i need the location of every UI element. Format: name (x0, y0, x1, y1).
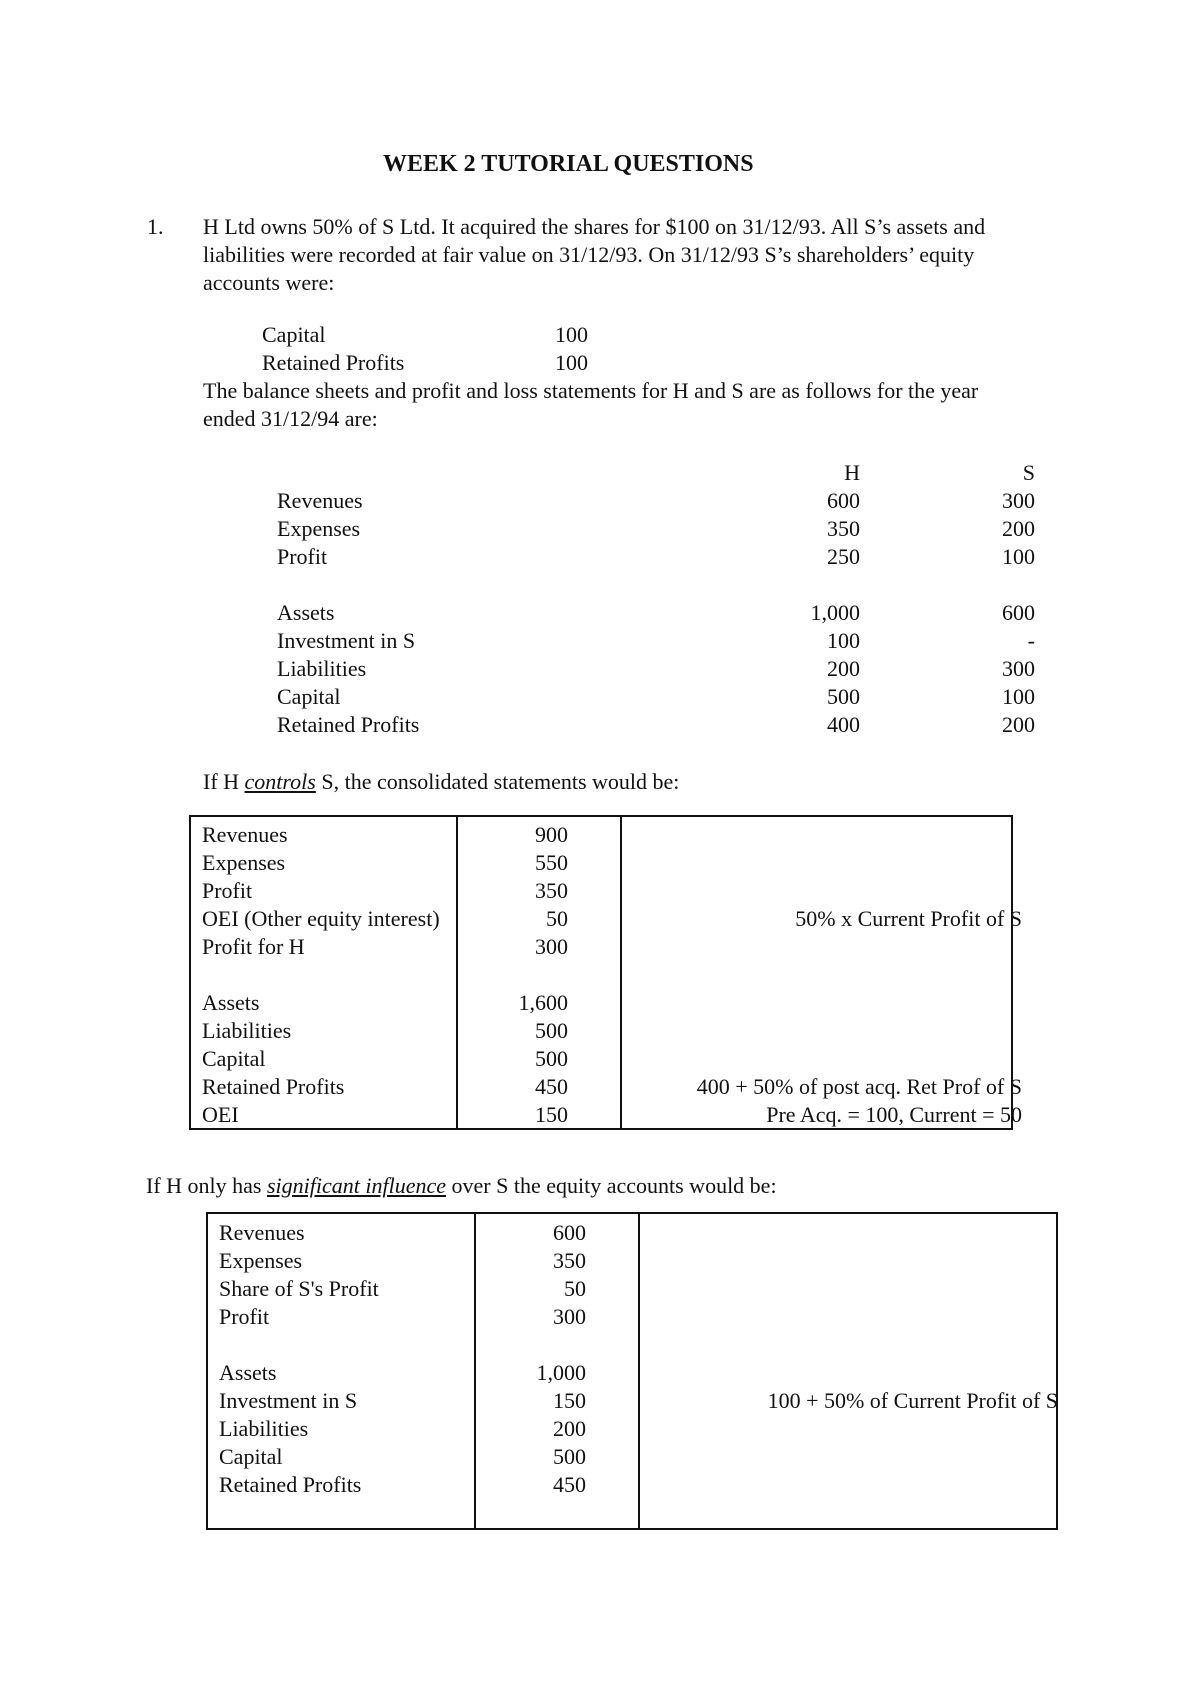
intro-text: If H (203, 769, 245, 794)
equity-label: Capital (262, 322, 326, 347)
consolidated-row-label: Profit (202, 878, 253, 903)
consolidated-row-value: 450 (535, 1074, 568, 1099)
consolidated-row-value: 300 (535, 934, 568, 959)
equity-row-value: 600 (553, 1220, 586, 1245)
question-text-line: liabilities were recorded at fair value on 31/12/93. On 31/12/93 S’s shareholders’ equity (203, 242, 975, 267)
consolidated-row-label: Assets (202, 990, 260, 1015)
consolidated-row-label: OEI (202, 1102, 239, 1127)
equity-row-label: Liabilities (219, 1416, 309, 1441)
statement-value-s: 300 (1002, 488, 1035, 513)
consolidated-row-value: 550 (535, 850, 568, 875)
statement-row-label: Liabilities (277, 656, 367, 681)
consolidated-row-value: 500 (535, 1018, 568, 1043)
equity-row-label: Profit (219, 1304, 270, 1329)
statement-value-h: 100 (827, 628, 860, 653)
consolidated-row-value: 1,600 (518, 990, 568, 1015)
consolidated-row-label: Liabilities (202, 1018, 292, 1043)
consolidated-row-label: Capital (202, 1046, 266, 1071)
equity-row-value: 350 (553, 1248, 586, 1273)
intro-text: If H only has (146, 1173, 267, 1198)
equity-row-label: Share of S's Profit (219, 1276, 379, 1301)
equity-row-note: 100 + 50% of Current Profit of S (767, 1388, 1058, 1413)
statement-value-s: - (1027, 628, 1035, 653)
intro-text: S, the consolidated statements would be: (315, 769, 680, 794)
statement-value-h: 400 (827, 712, 860, 737)
question-text-line: The balance sheets and profit and loss statements for H and S are as follows for the year (203, 378, 979, 403)
statement-row-label: Profit (277, 544, 328, 569)
intro-emphasis: significant influence (266, 1173, 447, 1198)
table-divider (474, 1212, 476, 1530)
equity-row-value: 450 (553, 1472, 586, 1497)
equity-row-label: Assets (219, 1360, 277, 1385)
equity-row-label: Revenues (219, 1220, 305, 1245)
page-title: WEEK 2 TUTORIAL QUESTIONS (383, 151, 754, 177)
consolidated-row-label: Retained Profits (202, 1074, 345, 1099)
statement-value-h: 1,000 (810, 600, 860, 625)
consolidated-row-value: 50 (546, 906, 568, 931)
statement-row-label: Assets (277, 600, 335, 625)
statement-value-h: 500 (827, 684, 860, 709)
influence-intro (146, 1172, 777, 1200)
consolidated-row-value: 350 (535, 878, 568, 903)
table-divider (638, 1212, 640, 1530)
question-number: 1. (147, 214, 164, 239)
statement-value-h: 200 (827, 656, 860, 681)
question-text-line: accounts were: (203, 270, 335, 295)
consolidated-row-value: 900 (535, 822, 568, 847)
equity-row-label: Expenses (219, 1248, 303, 1273)
controls-intro (203, 768, 679, 796)
statement-value-s: 300 (1002, 656, 1035, 681)
column-header-h: H (844, 460, 860, 485)
statement-value-h: 250 (827, 544, 860, 569)
equity-row-value: 150 (553, 1388, 586, 1413)
consolidated-row-value: 150 (535, 1102, 568, 1127)
statement-row-label: Capital (277, 684, 341, 709)
equity-value: 100 (555, 322, 588, 347)
consolidated-row-note: Pre Acq. = 100, Current = 50 (766, 1102, 1022, 1127)
equity-label: Retained Profits (262, 350, 405, 375)
question-text-line: ended 31/12/94 are: (203, 406, 378, 431)
statement-value-h: 350 (827, 516, 860, 541)
equity-row-value: 300 (553, 1304, 586, 1329)
equity-row-label: Retained Profits (219, 1472, 362, 1497)
statement-value-s: 100 (1002, 684, 1035, 709)
equity-row-value: 200 (553, 1416, 586, 1441)
consolidated-row-label: OEI (Other equity interest) (202, 906, 440, 931)
consolidated-row-label: Expenses (202, 850, 286, 875)
consolidated-row-value: 500 (535, 1046, 568, 1071)
question-text-line: H Ltd owns 50% of S Ltd. It acquired the shares for $100 on 31/12/93. All S’s assets and (203, 214, 986, 239)
equity-row-label: Investment in S (219, 1388, 358, 1413)
statement-value-s: 200 (1002, 712, 1035, 737)
intro-text: over S the equity accounts would be: (446, 1173, 777, 1198)
statement-value-s: 100 (1002, 544, 1035, 569)
consolidated-row-label: Revenues (202, 822, 288, 847)
equity-value: 100 (555, 350, 588, 375)
equity-row-value: 1,000 (536, 1360, 586, 1385)
statement-row-label: Expenses (277, 516, 361, 541)
statement-value-h: 600 (827, 488, 860, 513)
equity-row-value: 50 (564, 1276, 586, 1301)
statement-row-label: Investment in S (277, 628, 416, 653)
column-header-s: S (1022, 460, 1035, 485)
consolidated-row-note: 50% x Current Profit of S (795, 906, 1022, 931)
equity-row-label: Capital (219, 1444, 283, 1469)
consolidated-row-label: Profit for H (202, 934, 305, 959)
table-divider (456, 815, 458, 1130)
equity-row-value: 500 (553, 1444, 586, 1469)
statement-row-label: Retained Profits (277, 712, 420, 737)
intro-emphasis: controls (244, 769, 316, 794)
statement-value-s: 200 (1002, 516, 1035, 541)
consolidated-row-note: 400 + 50% of post acq. Ret Prof of S (696, 1074, 1022, 1099)
statement-row-label: Revenues (277, 488, 363, 513)
statement-value-s: 600 (1002, 600, 1035, 625)
